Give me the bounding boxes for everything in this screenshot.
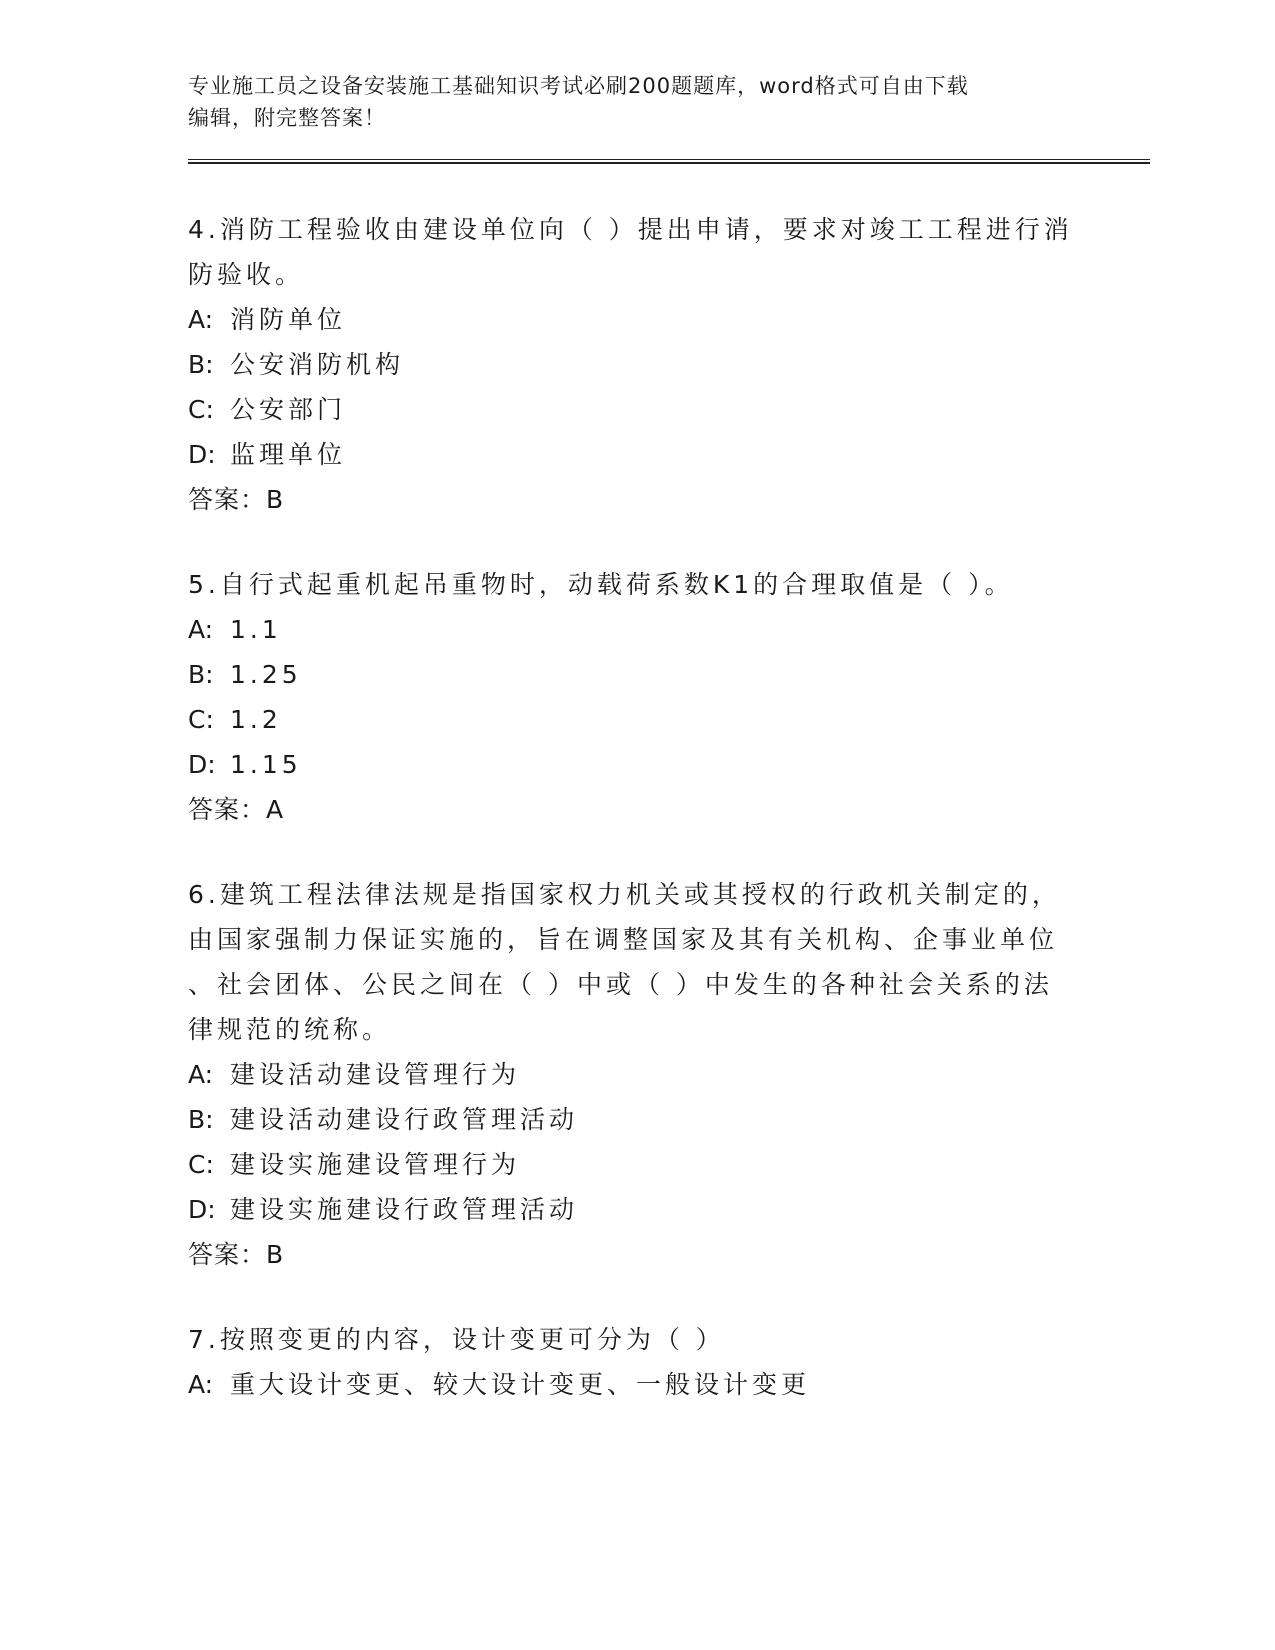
option-text: 建设活动建设管理行为 <box>230 1060 521 1089</box>
question-6 <box>188 872 1148 1277</box>
option-text: 建设活动建设行政管理活动 <box>230 1105 579 1134</box>
option-a <box>188 607 1148 652</box>
option-text: 消防单位 <box>230 305 347 334</box>
option-letter: D: <box>188 440 216 469</box>
question-stem-line: 5.自行式起重机起吊重物时，动载荷系数K1的合理取值是（ ）。 <box>188 570 1014 599</box>
option-c <box>188 1142 1148 1187</box>
option-text: 1.15 <box>230 750 302 779</box>
option-letter: A: <box>188 305 214 334</box>
document-header <box>188 70 1148 134</box>
option-text: 1.25 <box>230 660 302 689</box>
option-letter: D: <box>188 1195 216 1224</box>
option-a <box>188 1052 1148 1097</box>
option-d <box>188 1187 1148 1232</box>
option-letter: C: <box>188 705 214 734</box>
option-text: 公安部门 <box>230 395 347 424</box>
option-letter: A: <box>188 615 214 644</box>
header-divider <box>188 159 1150 164</box>
question-stem-line: 7.按照变更的内容，设计变更可分为（ ） <box>188 1325 725 1354</box>
question-stem-line: 律规范的统称。 <box>188 1015 392 1044</box>
answer-line: 答案：A <box>188 795 285 824</box>
option-b <box>188 1097 1148 1142</box>
option-b <box>188 342 1148 387</box>
header-line-2: 编辑，附完整答案！ <box>188 106 386 130</box>
question-stem-line: 4.消防工程验收由建设单位向（ ）提出申请，要求对竣工工程进行消 <box>188 215 1073 244</box>
option-b <box>188 652 1148 697</box>
option-text: 建设实施建设行政管理活动 <box>230 1195 579 1224</box>
option-letter: B: <box>188 660 214 689</box>
question-stem-line: 防验收。 <box>188 260 305 289</box>
question-4 <box>188 207 1148 522</box>
option-letter: A: <box>188 1370 214 1399</box>
option-letter: C: <box>188 395 214 424</box>
option-c <box>188 387 1148 432</box>
option-text: 重大设计变更、较大设计变更、一般设计变更 <box>230 1370 811 1399</box>
option-text: 1.2 <box>230 705 282 734</box>
option-letter: B: <box>188 350 214 379</box>
option-text: 公安消防机构 <box>230 350 405 379</box>
question-5 <box>188 562 1148 832</box>
question-stem-line: 由国家强制力保证实施的，旨在调整国家及其有关机构、企事业单位 <box>188 925 1059 954</box>
answer-line: 答案：B <box>188 1240 285 1269</box>
answer-line: 答案：B <box>188 485 285 514</box>
option-letter: C: <box>188 1150 214 1179</box>
option-a <box>188 1362 1148 1407</box>
option-text: 建设实施建设管理行为 <box>230 1150 521 1179</box>
question-7 <box>188 1317 1148 1407</box>
option-d <box>188 432 1148 477</box>
option-letter: B: <box>188 1105 214 1134</box>
option-a <box>188 297 1148 342</box>
option-c <box>188 697 1148 742</box>
header-line-1: 专业施工员之设备安装施工基础知识考试必刷200题题库，word格式可自由下载 <box>188 74 969 98</box>
option-d <box>188 742 1148 787</box>
option-letter: D: <box>188 750 216 779</box>
option-text: 监理单位 <box>230 440 347 469</box>
question-stem-line: 、社会团体、公民之间在（ ）中或（ ）中发生的各种社会关系的法 <box>188 970 1053 999</box>
question-list <box>188 207 1148 1407</box>
document-page <box>188 70 1148 1447</box>
option-letter: A: <box>188 1060 214 1089</box>
question-stem-line: 6.建筑工程法律法规是指国家权力机关或其授权的行政机关制定的， <box>188 880 1061 909</box>
option-text: 1.1 <box>230 615 282 644</box>
